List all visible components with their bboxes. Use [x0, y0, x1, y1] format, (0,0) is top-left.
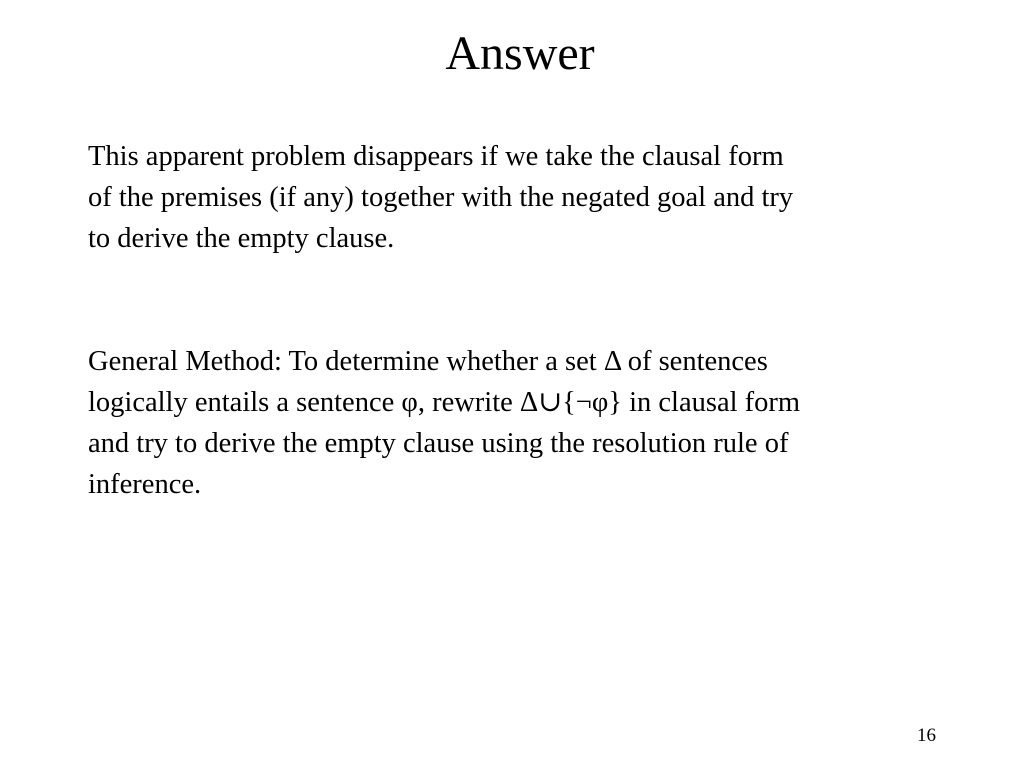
answer-paragraph-line: of the premises (if any) together with the negated goal and try — [88, 182, 794, 213]
answer-paragraph-line: This apparent problem disappears if we take the clausal form — [88, 141, 784, 172]
slide-title: Answer — [445, 27, 595, 80]
general-method-line: logically entails a sentence φ, rewrite Δ∪{¬φ} in clausal form — [88, 387, 801, 418]
page-number: 16 — [917, 725, 936, 746]
general-method-paragraph — [88, 341, 968, 505]
general-method-line: and try to derive the empty clause using the resolution rule of — [88, 428, 789, 459]
answer-paragraph-line: to derive the empty clause. — [88, 223, 395, 254]
answer-paragraph — [88, 136, 968, 259]
general-method-line: inference. — [88, 469, 202, 500]
general-method-line: General Method: To determine whether a set Δ of sentences — [88, 346, 768, 377]
